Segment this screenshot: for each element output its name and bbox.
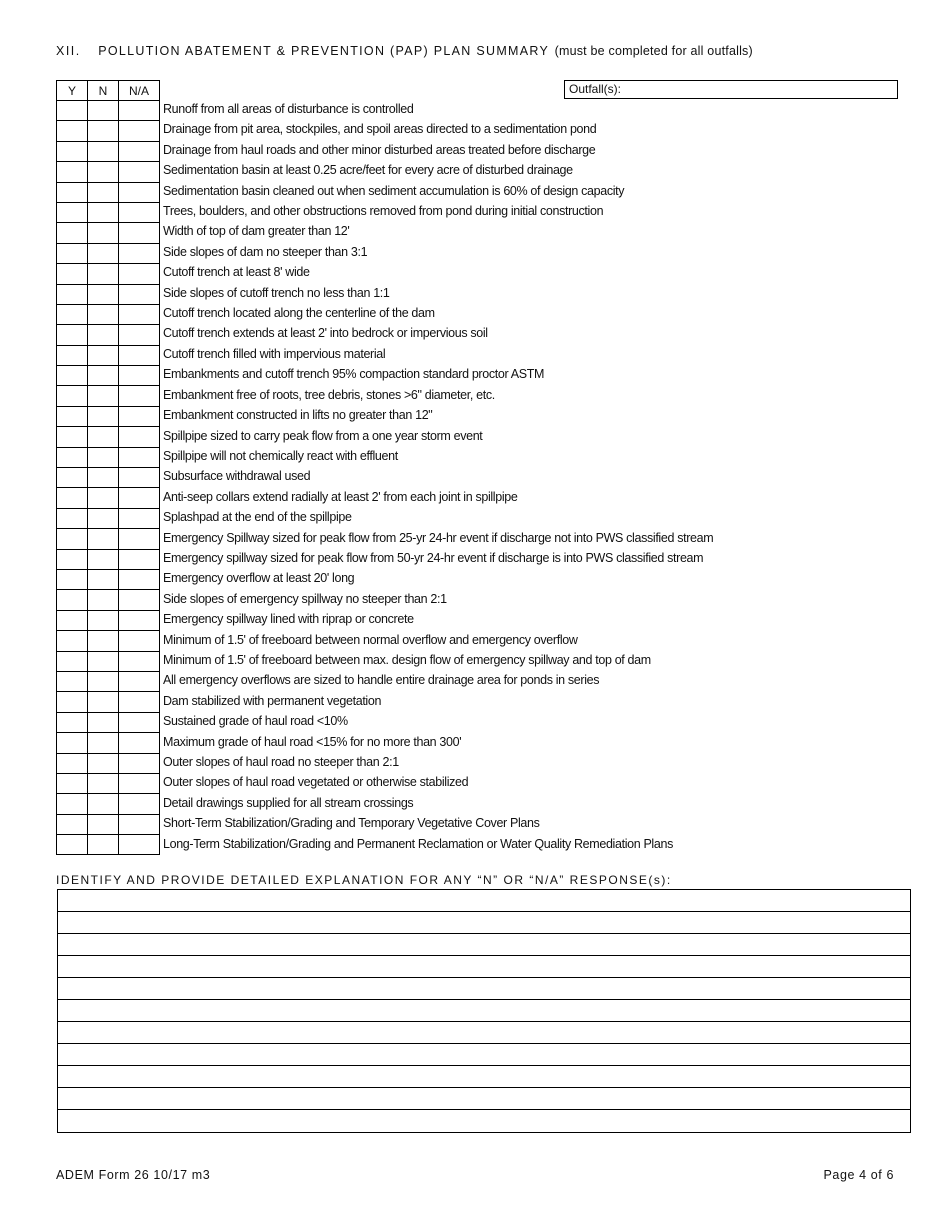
checkbox-y-cell[interactable] — [57, 753, 88, 773]
checkbox-na-cell[interactable] — [119, 733, 160, 753]
checkbox-y-cell[interactable] — [57, 304, 88, 324]
checklist-row — [57, 814, 160, 834]
checklist-row — [57, 529, 160, 549]
checkbox-n-cell[interactable] — [88, 202, 119, 222]
checklist-item-label: Side slopes of emergency spillway no steeper than 2:1 — [163, 591, 447, 606]
checkbox-y-cell[interactable] — [57, 549, 88, 569]
checkbox-na-cell[interactable] — [119, 386, 160, 406]
checkbox-n-cell[interactable] — [88, 651, 119, 671]
checklist-item-label: Outer slopes of haul road vegetated or otherwise stabilized — [163, 775, 469, 790]
checkbox-n-cell[interactable] — [88, 529, 119, 549]
checklist-item-label: Detail drawings supplied for all stream crossings — [163, 795, 414, 810]
checkbox-n-cell[interactable] — [88, 223, 119, 243]
section-heading — [56, 44, 753, 58]
checklist-row — [57, 733, 160, 753]
checklist-row — [57, 671, 160, 691]
checkbox-na-cell[interactable] — [119, 671, 160, 691]
checkbox-na-cell[interactable] — [119, 631, 160, 651]
checkbox-na-cell[interactable] — [119, 162, 160, 182]
checkbox-n-cell[interactable] — [88, 101, 119, 121]
checkbox-n-cell[interactable] — [88, 773, 119, 793]
checkbox-n-cell[interactable] — [88, 508, 119, 528]
checkbox-y-cell[interactable] — [57, 101, 88, 121]
checkbox-n-cell[interactable] — [88, 386, 119, 406]
checklist-row — [57, 366, 160, 386]
checkbox-na-cell[interactable] — [119, 284, 160, 304]
checkbox-y-cell[interactable] — [57, 447, 88, 467]
checkbox-n-cell[interactable] — [88, 569, 119, 589]
checkbox-na-cell[interactable] — [119, 406, 160, 426]
checkbox-na-cell[interactable] — [119, 508, 160, 528]
checkbox-y-cell[interactable] — [57, 488, 88, 508]
checklist-row — [57, 182, 160, 202]
checkbox-y-cell[interactable] — [57, 468, 88, 488]
checkbox-n-cell[interactable] — [88, 733, 119, 753]
checkbox-n-cell[interactable] — [88, 182, 119, 202]
checklist-item-label: Outer slopes of haul road no steeper than 2:1 — [163, 755, 399, 769]
explanation-line[interactable] — [58, 1088, 910, 1110]
checkbox-n-cell[interactable] — [88, 264, 119, 284]
checklist-row — [57, 488, 160, 508]
checkbox-y-cell[interactable] — [57, 712, 88, 732]
checkbox-n-cell[interactable] — [88, 141, 119, 161]
checkbox-n-cell[interactable] — [88, 835, 119, 855]
checklist-item-label: Cutoff trench extends at least 2' into bedrock or impervious soil — [163, 326, 488, 341]
checklist-item-label: Minimum of 1.5' of freeboard between max. design flow of emergency spillway and top of dam — [163, 652, 651, 667]
checklist-item-label: Width of top of dam greater than 12' — [163, 224, 350, 239]
checkbox-na-cell[interactable] — [119, 223, 160, 243]
checkbox-n-cell[interactable] — [88, 590, 119, 610]
form-id: ADEM Form 26 10/17 m3 — [56, 1168, 211, 1182]
checklist-item-label: Sustained grade of haul road <10% — [163, 714, 348, 729]
checkbox-na-cell[interactable] — [119, 549, 160, 569]
checklist-item-label: Long-Term Stabilization/Grading and Permanent Reclamation or Water Quality Remediation Plans — [163, 836, 673, 851]
checklist-item-label: Sedimentation basin cleaned out when sediment accumulation is 60% of design capacity — [163, 183, 625, 198]
checkbox-na-cell[interactable] — [119, 366, 160, 386]
section-number: XII. — [56, 44, 81, 58]
checkbox-na-cell[interactable] — [119, 264, 160, 284]
checklist-row — [57, 386, 160, 406]
page-number: Page 4 of 6 — [823, 1168, 894, 1182]
explanation-line[interactable] — [58, 934, 910, 956]
checklist-row — [57, 753, 160, 773]
checklist-item-label: Emergency spillway lined with riprap or concrete — [163, 612, 414, 627]
checklist-row — [57, 447, 160, 467]
checklist-item-label: Spillpipe will not chemically react with effluent — [163, 448, 398, 463]
checklist-row — [57, 406, 160, 426]
checkbox-n-cell[interactable] — [88, 549, 119, 569]
checkbox-y-cell[interactable] — [57, 651, 88, 671]
checkbox-na-cell[interactable] — [119, 304, 160, 324]
checkbox-y-cell[interactable] — [57, 366, 88, 386]
outfall-field[interactable] — [564, 80, 898, 99]
explanation-line[interactable] — [58, 978, 910, 1000]
checkbox-y-cell[interactable] — [57, 121, 88, 141]
checklist-row — [57, 202, 160, 222]
checkbox-y-cell[interactable] — [57, 325, 88, 345]
checklist-items — [163, 100, 713, 855]
checklist-row — [57, 304, 160, 324]
checkbox-y-cell[interactable] — [57, 182, 88, 202]
checkbox-y-cell[interactable] — [57, 427, 88, 447]
checklist-item-label: Cutoff trench located along the centerline of the dam — [163, 306, 435, 321]
checkbox-n-cell[interactable] — [88, 712, 119, 732]
explanation-line[interactable] — [58, 1066, 910, 1088]
checklist-item-label: Minimum of 1.5' of freeboard between normal overflow and emergency overflow — [163, 632, 578, 647]
checklist-item-label: Anti-seep collars extend radially at least 2' from each joint in spillpipe — [163, 489, 518, 504]
checklist-row — [57, 121, 160, 141]
checklist-row — [57, 223, 160, 243]
checkbox-y-cell[interactable] — [57, 202, 88, 222]
checkbox-n-cell[interactable] — [88, 671, 119, 691]
checklist-item-label: Embankment free of roots, tree debris, stones >6" diameter, etc. — [163, 387, 495, 402]
checklist-row — [57, 101, 160, 121]
explanation-heading: IDENTIFY AND PROVIDE DETAILED EXPLANATION FOR ANY “N” OR “N/A” RESPONSE(s): — [56, 873, 672, 887]
checkbox-y-cell[interactable] — [57, 243, 88, 263]
checklist-row — [57, 549, 160, 569]
checklist-row — [57, 264, 160, 284]
checkbox-y-cell[interactable] — [57, 386, 88, 406]
checkbox-na-cell[interactable] — [119, 835, 160, 855]
checklist-row — [57, 284, 160, 304]
checkbox-n-cell[interactable] — [88, 366, 119, 386]
checklist-row — [57, 243, 160, 263]
checklist-row — [57, 427, 160, 447]
column-header-n: N — [88, 81, 119, 101]
checklist-item-label: Trees, boulders, and other obstructions removed from pond during initial construction — [163, 204, 604, 219]
checklist-item-label: Subsurface withdrawal used — [163, 469, 311, 484]
checkbox-y-cell[interactable] — [57, 264, 88, 284]
checkbox-y-cell[interactable] — [57, 692, 88, 712]
checklist-item-label: Splashpad at the end of the spillpipe — [163, 510, 352, 525]
checkbox-n-cell[interactable] — [88, 284, 119, 304]
checklist-row — [57, 141, 160, 161]
checkbox-y-cell[interactable] — [57, 284, 88, 304]
checkbox-y-cell[interactable] — [57, 162, 88, 182]
checkbox-na-cell[interactable] — [119, 814, 160, 834]
checkbox-y-cell[interactable] — [57, 671, 88, 691]
checkbox-y-cell[interactable] — [57, 223, 88, 243]
checkbox-n-cell[interactable] — [88, 304, 119, 324]
checklist-row — [57, 773, 160, 793]
checkbox-y-cell[interactable] — [57, 794, 88, 814]
explanation-line[interactable] — [58, 1110, 910, 1132]
checkbox-y-cell[interactable] — [57, 610, 88, 630]
checkbox-n-cell[interactable] — [88, 325, 119, 345]
explanation-line[interactable] — [58, 912, 910, 934]
checklist-item-label: Emergency spillway sized for peak flow from 50-yr 24-hr event if discharge is into PWS classified stream — [163, 550, 704, 565]
checklist-item-label: Short-Term Stabilization/Grading and Temporary Vegetative Cover Plans — [163, 816, 540, 831]
checkbox-na-cell[interactable] — [119, 345, 160, 365]
checkbox-n-cell[interactable] — [88, 345, 119, 365]
checkbox-y-cell[interactable] — [57, 835, 88, 855]
checkbox-na-cell[interactable] — [119, 590, 160, 610]
checklist-row — [57, 631, 160, 651]
checkbox-y-cell[interactable] — [57, 733, 88, 753]
checklist-row — [57, 794, 160, 814]
checkbox-na-cell[interactable] — [119, 121, 160, 141]
checkbox-na-cell[interactable] — [119, 141, 160, 161]
checkbox-na-cell[interactable] — [119, 529, 160, 549]
checklist-row — [57, 468, 160, 488]
checkbox-y-cell[interactable] — [57, 406, 88, 426]
checkbox-na-cell[interactable] — [119, 182, 160, 202]
checklist-item-label: Emergency overflow at least 20' long — [163, 571, 355, 586]
checkbox-y-cell[interactable] — [57, 508, 88, 528]
checkbox-na-cell[interactable] — [119, 692, 160, 712]
checklist-header-row — [57, 81, 160, 101]
checkbox-na-cell[interactable] — [119, 794, 160, 814]
checkbox-n-cell[interactable] — [88, 692, 119, 712]
checkbox-n-cell[interactable] — [88, 447, 119, 467]
checklist-item-label: Drainage from haul roads and other minor disturbed areas treated before discharge — [163, 142, 596, 157]
checkbox-y-cell[interactable] — [57, 590, 88, 610]
checklist-item-label: Embankment constructed in lifts no greater than 12" — [163, 408, 433, 423]
checkbox-n-cell[interactable] — [88, 427, 119, 447]
checkbox-na-cell[interactable] — [119, 202, 160, 222]
checkbox-na-cell[interactable] — [119, 447, 160, 467]
checklist-row — [57, 692, 160, 712]
checklist-item-label: All emergency overflows are sized to handle entire drainage area for ponds in series — [163, 673, 600, 688]
checkbox-n-cell[interactable] — [88, 794, 119, 814]
checklist-item-label: Runoff from all areas of disturbance is controlled — [163, 102, 414, 116]
checkbox-na-cell[interactable] — [119, 325, 160, 345]
checkbox-n-cell[interactable] — [88, 468, 119, 488]
checkbox-n-cell[interactable] — [88, 121, 119, 141]
explanation-box — [57, 889, 911, 1133]
checkbox-na-cell[interactable] — [119, 243, 160, 263]
checkbox-y-cell[interactable] — [57, 569, 88, 589]
checkbox-y-cell[interactable] — [57, 529, 88, 549]
checkbox-y-cell[interactable] — [57, 814, 88, 834]
checkbox-na-cell[interactable] — [119, 427, 160, 447]
checkbox-y-cell[interactable] — [57, 773, 88, 793]
section-note: (must be completed for all outfalls) — [554, 44, 753, 58]
checklist-row — [57, 712, 160, 732]
column-header-na: N/A — [119, 81, 160, 101]
checkbox-na-cell[interactable] — [119, 712, 160, 732]
checkbox-y-cell[interactable] — [57, 631, 88, 651]
checklist-item-label: Cutoff trench filled with impervious material — [163, 346, 386, 361]
checklist-row — [57, 569, 160, 589]
checkbox-na-cell[interactable] — [119, 651, 160, 671]
checklist-item-label: Embankments and cutoff trench 95% compaction standard proctor ASTM — [163, 367, 545, 382]
checkbox-n-cell[interactable] — [88, 488, 119, 508]
checklist-item-label: Spillpipe sized to carry peak flow from a one year storm event — [163, 428, 483, 443]
checkbox-na-cell[interactable] — [119, 569, 160, 589]
explanation-line[interactable] — [58, 890, 910, 912]
checkbox-na-cell[interactable] — [119, 488, 160, 508]
checklist-row — [57, 162, 160, 182]
checklist-item-label: Side slopes of cutoff trench no less than 1:1 — [163, 285, 390, 300]
checklist-item-label: Drainage from pit area, stockpiles, and spoil areas directed to a sedimentation pond — [163, 122, 597, 137]
explanation-line[interactable] — [58, 1022, 910, 1044]
explanation-line[interactable] — [58, 1000, 910, 1022]
checkbox-na-cell[interactable] — [119, 468, 160, 488]
checkbox-n-cell[interactable] — [88, 753, 119, 773]
checkbox-na-cell[interactable] — [119, 753, 160, 773]
section-title: POLLUTION ABATEMENT & PREVENTION (PAP) PLAN SUMMARY — [98, 44, 550, 58]
checklist-row — [57, 325, 160, 345]
checklist-row — [57, 651, 160, 671]
checkbox-na-cell[interactable] — [119, 773, 160, 793]
explanation-line[interactable] — [58, 1044, 910, 1066]
checkbox-n-cell[interactable] — [88, 814, 119, 834]
checklist-row — [57, 835, 160, 855]
checklist-table — [56, 80, 160, 855]
checkbox-n-cell[interactable] — [88, 243, 119, 263]
checkbox-n-cell[interactable] — [88, 610, 119, 630]
checklist-item-label: Dam stabilized with permanent vegetation — [163, 693, 382, 708]
checklist-row — [57, 610, 160, 630]
checklist-row — [57, 590, 160, 610]
checklist-item-label: Maximum grade of haul road <15% for no more than 300' — [163, 734, 462, 749]
checkbox-n-cell[interactable] — [88, 406, 119, 426]
checklist-item-label: Sedimentation basin at least 0.25 acre/feet for every acre of disturbed drainage — [163, 163, 573, 178]
checkbox-n-cell[interactable] — [88, 631, 119, 651]
explanation-line[interactable] — [58, 956, 910, 978]
checkbox-y-cell[interactable] — [57, 141, 88, 161]
checkbox-na-cell[interactable] — [119, 610, 160, 630]
checkbox-na-cell[interactable] — [119, 101, 160, 121]
checkbox-n-cell[interactable] — [88, 162, 119, 182]
column-header-y: Y — [57, 81, 88, 101]
checklist-row — [57, 508, 160, 528]
outfall-label: Outfall(s): — [569, 82, 622, 96]
checklist-item-label: Cutoff trench at least 8' wide — [163, 265, 310, 280]
checklist-item-label: Emergency Spillway sized for peak flow from 25-yr 24-hr event if discharge not into PWS classified stream — [163, 530, 714, 545]
checklist-item-label: Side slopes of dam no steeper than 3:1 — [163, 244, 368, 259]
checkbox-y-cell[interactable] — [57, 345, 88, 365]
checklist-row — [57, 345, 160, 365]
